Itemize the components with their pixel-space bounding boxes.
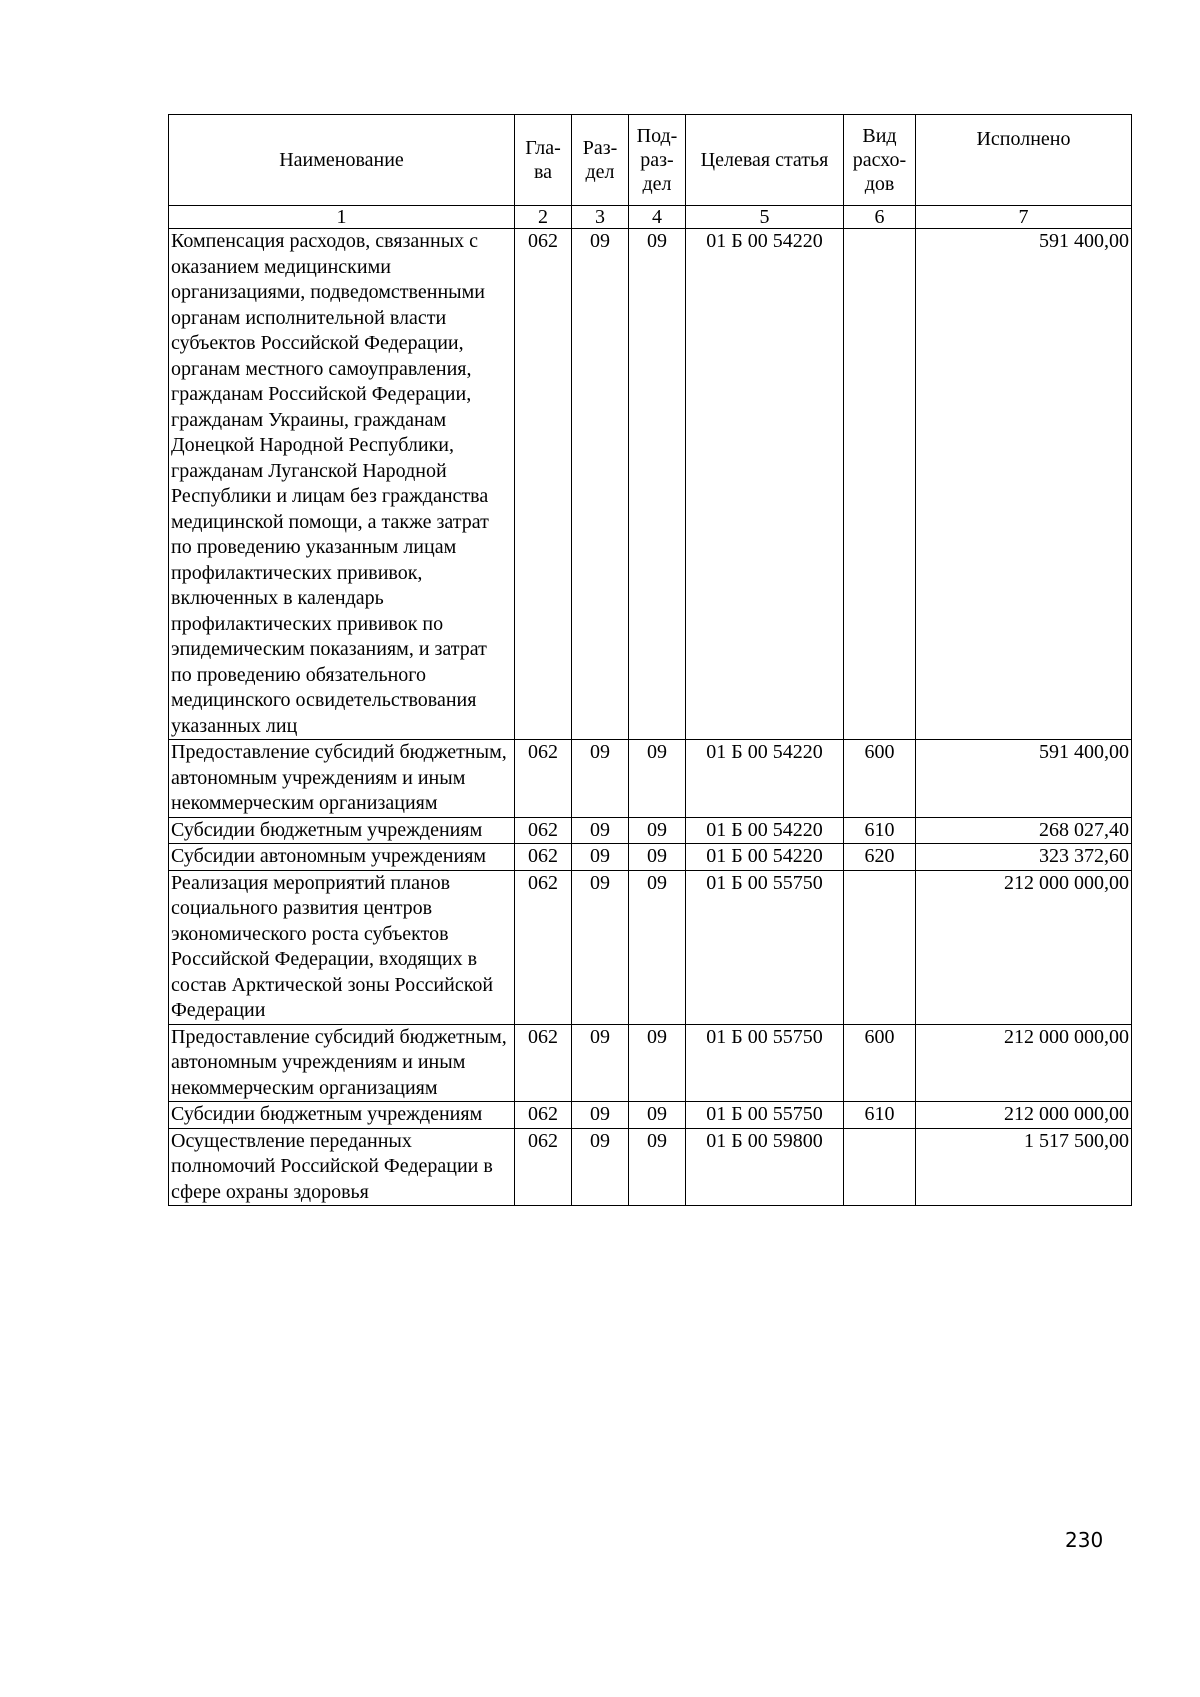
row-podrazdel: 09 [629,870,686,1024]
table-row [169,844,1132,871]
row-statya: 01 Б 00 54220 [686,229,844,740]
row-glava: 062 [515,870,572,1024]
row-statya: 01 Б 00 55750 [686,870,844,1024]
row-vid: 600 [844,740,916,818]
row-name: Субсидии автономным учреждениям [169,844,515,871]
row-vid: 610 [844,1102,916,1129]
row-amount: 323 372,60 [916,844,1132,871]
row-name: Предоставление субсидий бюджетным, автономным учреждениям и иным некоммерческим организациям [169,740,515,818]
header-podrazdel: Под-раз-дел [629,115,686,206]
row-glava: 062 [515,844,572,871]
row-amount: 212 000 000,00 [916,1102,1132,1129]
row-name: Компенсация расходов, связанных с оказанием медицинскими организациями, подведомственными органам исполнительной власти субъектов Российской Федерации, органам местного самоуправления, гражданам Российской Федерации, гражданам Украины, гражданам Донецкой Народной Республики, гражданам Луганской Народной Республики и лицам без гражданства медицинской помощи, а также затрат по проведению указанным лицам профилактических прививок, включенных в календарь профилактических прививок по эпидемическим показаниям, и затрат по проведению обязательного медицинского освидетельствования указанных лиц [169,229,515,740]
header-glava: Гла-ва [515,115,572,206]
budget-execution-table [168,114,1132,1206]
row-statya: 01 Б 00 54220 [686,817,844,844]
table-header-row [169,115,1132,206]
row-glava: 062 [515,740,572,818]
row-vid [844,1128,916,1206]
table-row [169,229,1132,740]
row-amount: 212 000 000,00 [916,1024,1132,1102]
header-razdel: Раз-дел [572,115,629,206]
row-name: Реализация мероприятий планов социального развития центров экономического роста субъектов Российской Федерации, входящих в состав Арктической зоны Российской Федерации [169,870,515,1024]
row-name: Осуществление переданных полномочий Российской Федерации в сфере охраны здоровья [169,1128,515,1206]
row-statya: 01 Б 00 55750 [686,1102,844,1129]
table-row [169,740,1132,818]
table-row [169,870,1132,1024]
row-podrazdel: 09 [629,740,686,818]
row-vid: 620 [844,844,916,871]
row-glava: 062 [515,817,572,844]
table-row [169,1102,1132,1129]
header-name: Наименование [169,115,515,206]
row-razdel: 09 [572,870,629,1024]
row-razdel: 09 [572,1024,629,1102]
row-statya: 01 Б 00 54220 [686,740,844,818]
row-amount: 1 517 500,00 [916,1128,1132,1206]
column-number: 3 [572,206,629,229]
row-glava: 062 [515,1024,572,1102]
column-number: 2 [515,206,572,229]
row-razdel: 09 [572,740,629,818]
row-podrazdel: 09 [629,844,686,871]
header-vid: Вид расхо-дов [844,115,916,206]
row-name: Субсидии бюджетным учреждениям [169,1102,515,1129]
row-glava: 062 [515,1102,572,1129]
row-razdel: 09 [572,844,629,871]
row-podrazdel: 09 [629,817,686,844]
row-razdel: 09 [572,229,629,740]
row-vid: 600 [844,1024,916,1102]
row-amount: 268 027,40 [916,817,1132,844]
row-glava: 062 [515,229,572,740]
row-podrazdel: 09 [629,229,686,740]
row-glava: 062 [515,1128,572,1206]
column-number-row [169,206,1132,229]
header-amount: Исполнено [916,115,1132,206]
column-number: 5 [686,206,844,229]
row-amount: 591 400,00 [916,229,1132,740]
row-razdel: 09 [572,1102,629,1129]
header-statya: Целевая статья [686,115,844,206]
row-podrazdel: 09 [629,1024,686,1102]
column-number: 4 [629,206,686,229]
row-statya: 01 Б 00 59800 [686,1128,844,1206]
row-vid [844,229,916,740]
page-number: 230 [1065,1528,1104,1552]
row-amount: 212 000 000,00 [916,870,1132,1024]
column-number: 6 [844,206,916,229]
table-row [169,1128,1132,1206]
row-vid: 610 [844,817,916,844]
row-podrazdel: 09 [629,1128,686,1206]
row-razdel: 09 [572,1128,629,1206]
table-row [169,1024,1132,1102]
column-number: 7 [916,206,1132,229]
row-statya: 01 Б 00 54220 [686,844,844,871]
row-vid [844,870,916,1024]
row-name: Предоставление субсидий бюджетным, автономным учреждениям и иным некоммерческим организациям [169,1024,515,1102]
row-statya: 01 Б 00 55750 [686,1024,844,1102]
table-row [169,817,1132,844]
row-name: Субсидии бюджетным учреждениям [169,817,515,844]
column-number: 1 [169,206,515,229]
row-amount: 591 400,00 [916,740,1132,818]
row-razdel: 09 [572,817,629,844]
row-podrazdel: 09 [629,1102,686,1129]
